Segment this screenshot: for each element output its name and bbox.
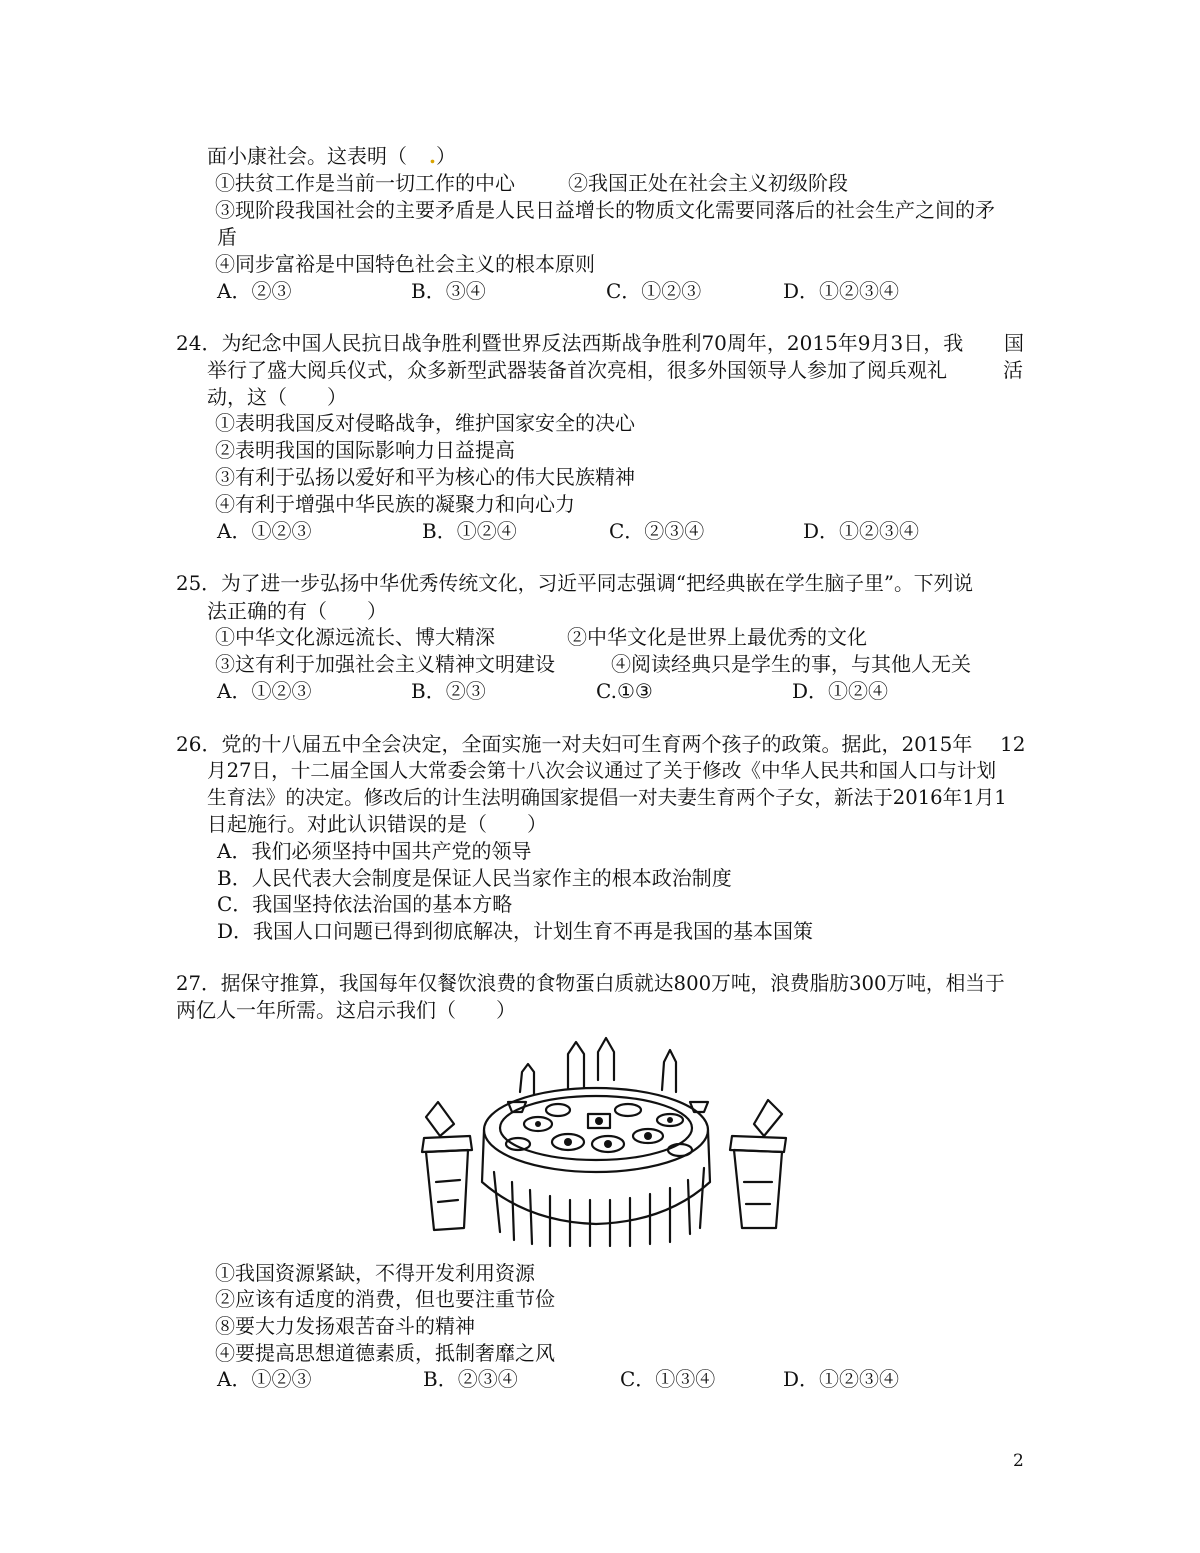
q23-option-1: ①扶贫工作是当前一切工作的中心	[215, 171, 515, 195]
q26-choice-d: D．我国人口问题已得到彻底解决，计划生育不再是我国的基本国策	[217, 919, 814, 943]
q25-choice-c: C.①③	[596, 679, 653, 703]
q24-option-3: ③有利于弘扬以爱好和平为核心的伟大民族精神	[215, 465, 635, 489]
q27-choice-b: B．②③④	[423, 1367, 518, 1391]
q24-stem-line-2: 举行了盛大阅兵仪式，众多新型武器装备首次亮相，很多外国领导人参加了阅兵观礼	[207, 358, 947, 382]
q25-stem-line-2: 法正确的有（ ）	[207, 599, 387, 623]
q23-option-3-cont: 盾	[217, 225, 237, 249]
q23-stem-dot: .	[429, 144, 436, 168]
q26-choice-c: C．我国坚持依法治国的基本方略	[217, 892, 513, 916]
q25-stem-line-1: 25．为了进一步弘扬中华优秀传统文化，习近平同志强调“把经典嵌在学生脑子里”。下列说	[176, 572, 974, 595]
q24-option-4: ④有利于增强中华民族的凝聚力和向心力	[215, 492, 575, 516]
q27-choice-a: A．①②③	[217, 1367, 312, 1391]
q27-option-3: ⑧要大力发扬艰苦奋斗的精神	[215, 1314, 475, 1338]
q23-stem-tail	[207, 143, 456, 169]
q24-choice-c: C．②③④	[609, 519, 705, 543]
q26-stem-line-2: 月27日，十二届全国人大常委会第十八次会议通过了关于修改《中华人民共和国人口与计划	[207, 759, 997, 782]
q24-stem-line-1-end: 国	[1004, 331, 1024, 355]
q26-choice-a: A．我们必须坚持中国共产党的领导	[217, 839, 532, 863]
q23-option-4: ④同步富裕是中国特色社会主义的根本原则	[215, 252, 595, 276]
page-number: 2	[1013, 1451, 1024, 1471]
q27-option-2: ②应该有适度的消费，但也要注重节俭	[215, 1287, 555, 1311]
q23-choice-b: B．③④	[411, 279, 486, 303]
q24-stem-line-1: 24．为纪念中国人民抗日战争胜利暨世界反法西斯战争胜利70周年，2015年9月3日，我	[176, 331, 964, 355]
q26-stem-line-1: 26．党的十八届五中全会决定，全面实施一对夫妇可生育两个孩子的政策。据此，2015年	[176, 732, 973, 756]
q27-choice-c: C．①③④	[620, 1367, 716, 1391]
q24-stem-line-2-end: 活	[1003, 358, 1023, 382]
q23-option-2: ②我国正处在社会主义初级阶段	[568, 171, 848, 195]
q23-choice-d: D．①②③④	[783, 279, 900, 303]
q24-option-2: ②表明我国的国际影响力日益提高	[215, 438, 515, 462]
q25-option-2: ②中华文化是世界上最优秀的文化	[567, 625, 867, 649]
q27-choice-d: D．①②③④	[783, 1367, 900, 1391]
q24-choice-a: A．①②③	[217, 519, 312, 543]
q23-stem-text-a: 面小康社会。这表明（	[207, 144, 407, 168]
q23-stem-text-b: ）	[435, 144, 456, 168]
q25-choice-a: A．①②③	[217, 679, 312, 703]
banquet-table-trash-cans-illustration	[408, 1032, 800, 1247]
q23-choice-a: A．②③	[217, 279, 292, 303]
q27-stem-line-2: 两亿人一年所需。这启示我们（ ）	[176, 998, 516, 1022]
q24-option-1: ①表明我国反对侵略战争，维护国家安全的决心	[215, 411, 635, 435]
q25-choice-d: D．①②④	[792, 679, 889, 703]
q25-option-4: ④阅读经典只是学生的事，与其他人无关	[611, 652, 971, 676]
q23-option-3: ③现阶段我国社会的主要矛盾是人民日益增长的物质文化需要同落后的社会生产之间的矛	[215, 198, 995, 222]
q26-stem-line-4: 日起施行。对此认识错误的是（ ）	[207, 812, 547, 836]
q25-choice-b: B．②③	[411, 679, 486, 703]
q23-choice-c: C．①②③	[606, 279, 702, 303]
q24-stem-line-3: 动，这（ ）	[207, 385, 347, 409]
q27-stem-line-1: 27．据保守推算，我国每年仅餐饮浪费的食物蛋白质就达800万吨，浪费脂肪300万吨，相当于	[176, 972, 1005, 995]
q25-option-1: ①中华文化源远流长、博大精深	[215, 625, 495, 649]
q27-option-1: ①我国资源紧缺，不得开发利用资源	[215, 1261, 535, 1285]
q26-stem-line-3: 生育法》的决定。修改后的计生法明确国家提倡一对夫妻生育两个子女，新法于2016年1月1	[207, 786, 1007, 809]
q24-choice-d: D．①②③④	[803, 519, 920, 543]
q27-option-4: ④要提高思想道德素质，抵制奢靡之风	[215, 1341, 555, 1365]
q26-stem-line-1-end: 12	[1000, 732, 1026, 756]
q24-choice-b: B．①②④	[422, 519, 517, 543]
q26-choice-b: B．人民代表大会制度是保证人民当家作主的根本政治制度	[217, 866, 732, 890]
q25-option-3: ③这有利于加强社会主义精神文明建设	[215, 652, 555, 676]
